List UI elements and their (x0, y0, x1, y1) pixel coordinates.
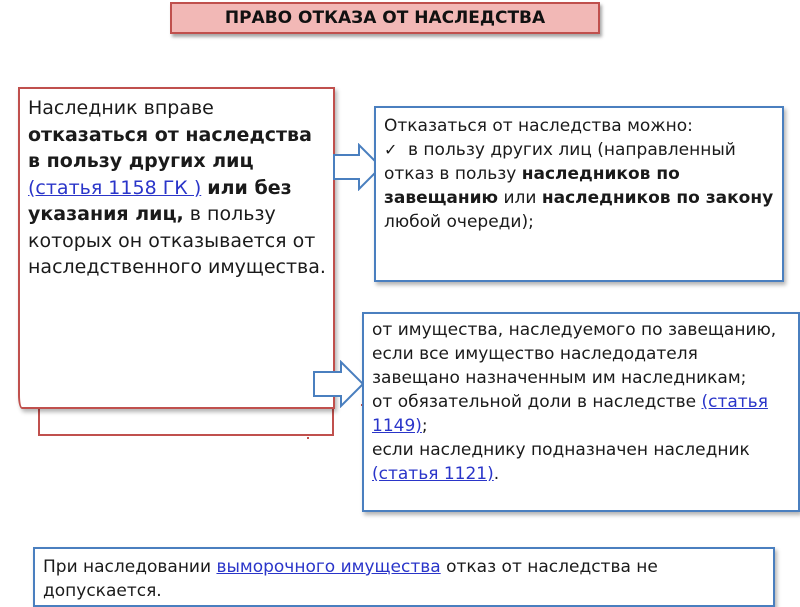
check-icon: ✓ (384, 140, 398, 159)
not-allowed-p3-text: если наследнику подназначен наследник (372, 440, 750, 460)
refusal-option-b2: наследников по закону (541, 188, 774, 208)
page-title-text: ПРАВО ОТКАЗА ОТ НАСЛЕДСТВА (224, 8, 546, 28)
heir-right-t1: Наследник вправе (28, 97, 214, 119)
not-allowed-p1: от имущества, наследуемого по завещанию, если все имущество наследодателя завещано назначенным им наследникам; (372, 320, 777, 388)
refusal-option-t3: любой очереди); (384, 212, 534, 232)
refusal-option-item (384, 138, 774, 234)
not-allowed-p2-text: от обязательной доли в наследстве (372, 392, 697, 412)
refusal-option-t2: или (503, 188, 537, 208)
refusal-option-b1: наследников по завещанию (384, 164, 680, 208)
not-allowed-p3 (372, 438, 790, 486)
not-allowed-box (362, 312, 800, 512)
article-1149-link[interactable]: (статья 1149) (372, 392, 768, 436)
not-allowed-p3-end: . (493, 464, 500, 484)
heir-right-text (28, 95, 328, 281)
not-allowed-p2 (372, 390, 790, 438)
refusal-options-box (374, 106, 784, 282)
escheat-property-link[interactable]: выморочного имущества (216, 557, 441, 577)
page-title (170, 2, 600, 34)
heir-right-bold-1: отказаться от наследства в пользу других лиц (28, 123, 312, 172)
article-1121-link[interactable]: (статья 1121) (372, 464, 494, 484)
escheat-note-box (33, 547, 775, 607)
refusal-option-t1: в пользу других лиц (направленный отказ в пользу (384, 140, 736, 184)
heir-right-t4: в пользу которых он отказывается от наследственного имущества. (28, 203, 326, 278)
not-allowed-p2-end: ; (421, 416, 428, 436)
escheat-note-t1: При наследовании (43, 557, 212, 577)
refusal-options-intro: Отказаться от наследства можно: (384, 116, 693, 136)
decor-dot (307, 437, 309, 439)
article-1158-link[interactable]: (статья 1158 ГК ) (28, 176, 202, 199)
escheat-note-t2: отказ от наследства не допускается. (43, 557, 658, 601)
arrow-right-icon-2 (313, 360, 365, 408)
heir-right-scroll (18, 87, 335, 409)
heir-right-bold-2: или без указания лиц, (28, 176, 292, 225)
